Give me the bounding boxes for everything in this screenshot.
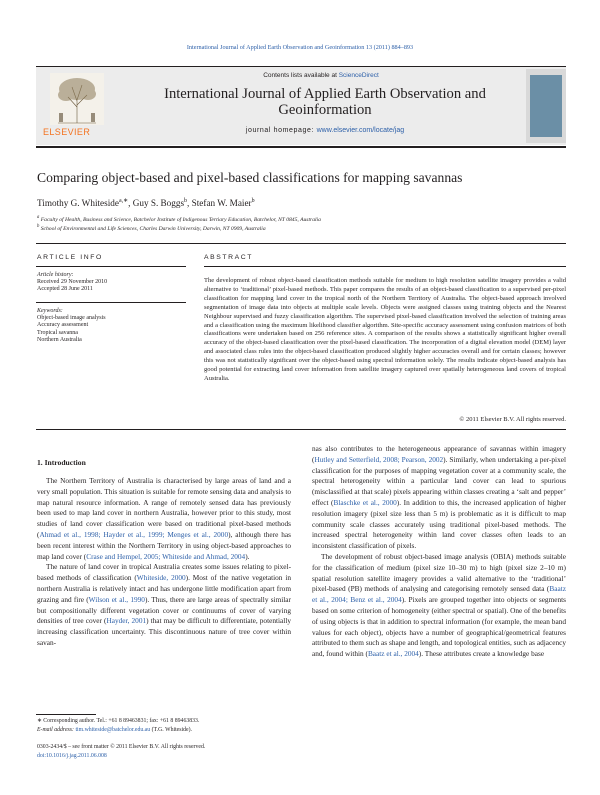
body-text: The development of robust object-based image analysis (OBIA) methods suitable for the classification of medium (pixel size 10–30 m) to high (pixel size 2–10 m) spatial resolution satellite imagery provides a valid alternative to the ‘traditional’ pixel-based (PB) methods of analysing and categorising remotely sensed data ( [312, 551, 566, 594]
introduction-heading: 1. Introduction [37, 458, 86, 467]
homepage-label: journal homepage: [245, 127, 317, 134]
affiliation-text: Faculty of Health, Business and Science, Batchelor Institute of Indigenous Tertiary Education, Batchelor, NT 0845, Australia [40, 216, 321, 223]
right-column [312, 444, 566, 660]
paragraph [312, 552, 566, 660]
elsevier-tree-icon [50, 73, 104, 125]
citation-link[interactable]: Blaschke et al., 2000 [333, 497, 397, 507]
keywords-label: Keywords: [37, 308, 63, 314]
journal-cover-thumbnail[interactable] [526, 69, 566, 143]
author-name[interactable]: Guy S. Boggs [132, 198, 185, 209]
elsevier-logo[interactable] [36, 69, 116, 143]
history-label: Article history: [37, 272, 74, 278]
citation-link[interactable]: Hayder, 2001 [106, 616, 147, 626]
citation-link[interactable]: Baatz et al., 2004; Benz et al., 2004 [312, 584, 566, 605]
body-text: ) that may be difficult to differentiate, potentially increasing classification uncertainty. This discontinuous nature of tree cover within savan- [37, 616, 291, 647]
journal-title: International Journal of Applied Earth Observation and Geoinformation [164, 86, 486, 118]
body-text: ). Most of the native vegetation in northern Australia is relatively intact and has undergone little modification apart from grazing and fire ( [37, 573, 291, 604]
footnote-rule [36, 714, 96, 715]
author-name[interactable]: Stefan W. Maier [191, 198, 252, 209]
homepage-link[interactable]: www.elsevier.com/locate/jag [316, 127, 405, 134]
citation-link[interactable]: Ahmad et al., 1998; Hayder et al., 1999; Menges et al., 2000 [39, 529, 229, 539]
cover-image [530, 75, 562, 137]
affiliation-mark: b [37, 224, 40, 229]
body-text: ). [245, 551, 250, 561]
email-suffix: (T.G. Whiteside). [150, 727, 192, 733]
paragraph [37, 476, 291, 562]
keyword: Tropical savanna [37, 329, 78, 336]
body-text: ), although there has been recent interest within the Northern Territory in using object-based approaches to map land cover ( [37, 529, 291, 561]
keywords [37, 308, 187, 344]
abstract-heading: ABSTRACT [204, 254, 254, 261]
citation-link[interactable]: Baatz et al., 2004 [367, 649, 419, 659]
citation-link[interactable]: Hutley and Setterfield, 2008; Pearson, 2002 [314, 454, 444, 464]
citation-link[interactable]: Crase and Hempel, 2005; Whiteside and Ahmad, 2004 [86, 551, 246, 561]
doi-link[interactable]: doi:10.1016/j.jag.2011.06.008 [37, 753, 107, 759]
author-affiliation-mark[interactable]: a,∗ [118, 198, 129, 204]
journal-reference[interactable]: International Journal of Applied Earth Observation and Geoinformation 13 (2011) 884–893 [186, 44, 414, 51]
divider [36, 302, 186, 303]
author-name[interactable]: Timothy G. Whiteside [37, 198, 119, 209]
citation-link[interactable]: Whiteside, 2000 [136, 573, 186, 583]
divider [36, 429, 566, 430]
article-history [37, 272, 187, 294]
keyword: Northern Australia [37, 336, 82, 343]
abstract-text: The development of robust object-based classification methods suitable for medium to high resolution satellite imagery provides a valid alternative to ‘traditional’ pixel-based methods. This paper compares the results of an object-based classification to a supervised per-pixel classification for mapping land cover in the tropical north of the Northern Territory of Australia. The object-based approach involved segmentation of image data into objects at multiple scale levels. Objects were assigned classes using training objects and the Nearest Neighbour supervised and fuzzy classification algorithm. The supervised pixel-based classification involved the selection of training areas and a classification using the maximum likelihood classifier algorithm. Site-specific accuracy assessment using confusion matrices of both classifications were undertaken based on 256 reference sites. A comparison of the results shows a statistically significant higher overall accuracy of the object-based classification over the pixel-based classification. The incorporation of a digital elevation model (DEM) layer and associated class rules into the object-based classification produced slightly higher accuracies overall and for certain classes; however this was not statistically significant over the object-based using spectral information solely. The results indicate object-based analysis has good potential for extracting land cover information from satellite imagery captured over spatially heterogeneous land covers of tropical Australia. [204, 277, 566, 382]
body-text: ). These attributes create a knowledge base [418, 649, 545, 659]
received-date: Received 29 November 2010 [37, 279, 108, 286]
journal-homepage [120, 127, 530, 134]
author-affiliation-mark[interactable]: b [184, 198, 188, 204]
keyword: Object-based image analysis [37, 315, 106, 322]
contents-prefix: Contents lists available at [263, 72, 339, 79]
divider [204, 266, 566, 267]
paragraph [312, 444, 566, 552]
email-link[interactable]: tim.whiteside@batchelor.edu.au [75, 727, 151, 733]
journal-masthead [36, 66, 566, 145]
masthead-rule [36, 146, 566, 148]
publisher-name: ELSEVIER [43, 127, 91, 137]
email-label: E-mail address: [37, 727, 76, 733]
footnote-email [37, 727, 192, 733]
affiliation-text: School of Environmental and Life Sciences, Charles Darwin University, Darwin, NT 0909, Australia [40, 225, 266, 232]
citation-link[interactable]: Wilson et al., 1990 [88, 594, 145, 604]
contents-line [196, 72, 446, 79]
author-affiliation-mark[interactable]: b [251, 198, 255, 204]
affiliation [37, 215, 321, 223]
left-column [37, 476, 291, 649]
sciencedirect-link[interactable]: ScienceDirect [338, 72, 379, 79]
body-text: ). Similarly, when undertaking a per-pixel classification for the purposes of mapping vegetation cover at a community scale, the spectral heterogeneity within a particular land cover can lead to spurious (misclassified at that scale) pixels appearing within classes creating a ‘salt and pepper’ effect ( [312, 454, 566, 507]
copyright-notice: © 2011 Elsevier B.V. All rights reserved. [459, 416, 566, 423]
divider [36, 266, 186, 267]
keyword: Accuracy assessment [37, 322, 89, 329]
body-text: ). In addition to this, the increased application of higher resolution imagery (pixel size less than 5 m) is problematic as it is difficult to map community scale classes accurately using traditional pixel-based methods. The increased spectral heterogeneity within land cover classes often leads to an inconsistent classification of pixels. [312, 497, 566, 551]
body-text: The nature of land cover in tropical Australia creates some issues relating to pixel-based methods of classification ( [37, 562, 291, 583]
issn-line: 0303-2434/$ – see front matter © 2011 Elsevier B.V. All rights reserved. [37, 744, 206, 750]
accepted-date: Accepted 28 June 2011 [37, 286, 93, 293]
body-text: nas also contributes to the heterogeneous appearance of savannas within imagery ( [312, 444, 566, 464]
article-title: Comparing object-based and pixel-based classifications for mapping savannas [37, 170, 463, 185]
footnote-corresponding: ∗ Corresponding author. Tel.: +61 8 89463831; fax: +61 8 89463833. [37, 718, 200, 724]
body-text: ). Thus, there are large areas of spectrally similar but compositionally different vegetation cover or continuums of cover of varying densities of tree cover ( [37, 594, 291, 626]
body-text: ). Pixels are grouped together into objects or segments based on some criterion of homogeneity (either spectral or spatial). One of the benefits of using objects is that in addition to spectral information (for example, the mean band values for each object), objects have a number of geographical/geometrical features attributed to them such as shape and length, and topological entities, such as adjacency and, found within ( [312, 595, 567, 659]
paragraph [37, 562, 291, 648]
divider [36, 243, 566, 244]
affiliation [37, 224, 266, 232]
body-text: The Northern Territory of Australia is characterised by large areas of land and a very small population. This situation is suitable for remote sensing data and analysis to map natural resource information. A range of remotely sensed data has previously been used to map land cover in northern Australia, however prior to this study, most studies of land cover classification were based on traditional pixel-based methods ( [37, 476, 291, 539]
affiliation-mark: a [37, 215, 40, 220]
author-list: Timothy G. Whiteside$^{a,∗}$, Guy S. Boggs$^b$, Stefan W. Maier$^b$ [37, 198, 255, 209]
article-info-heading: ARTICLE INFO [37, 254, 103, 261]
